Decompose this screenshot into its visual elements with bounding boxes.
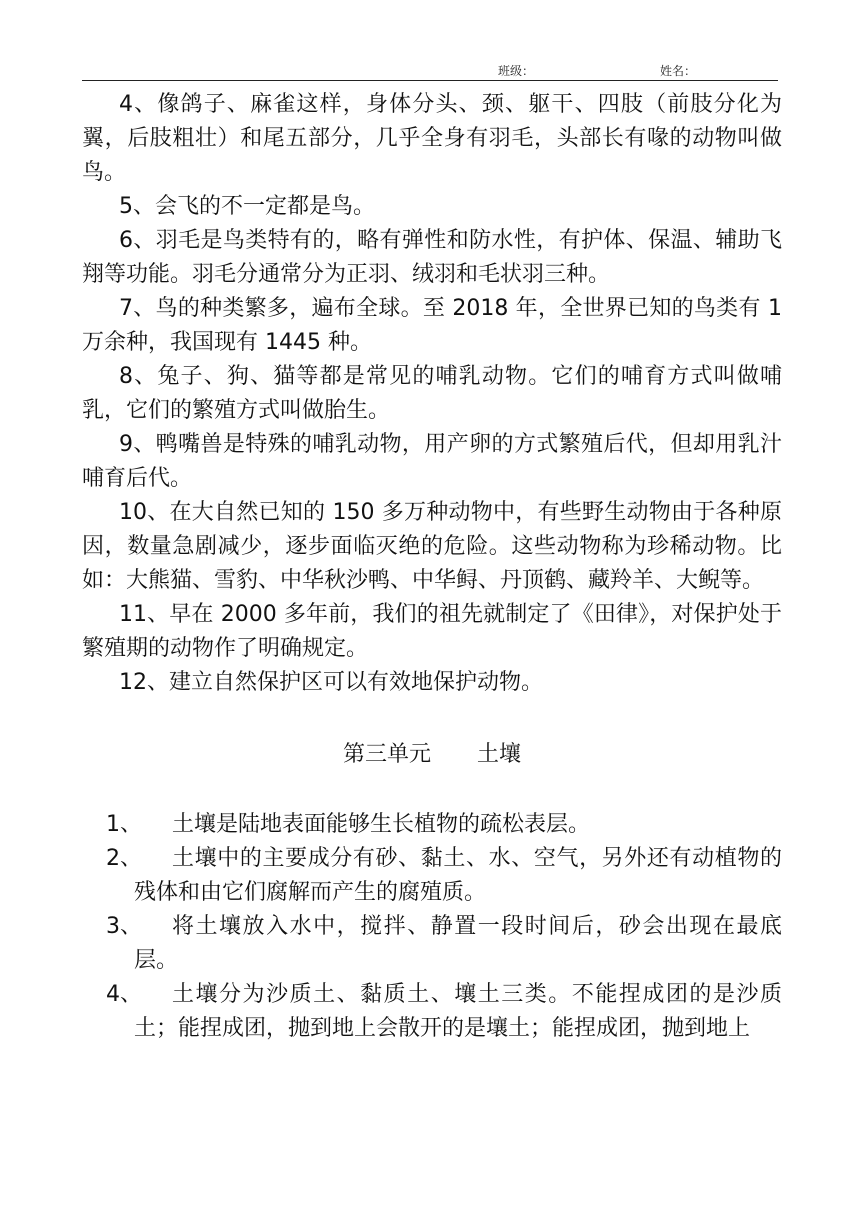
list-item-text: 土壤中的主要成分有砂、黏土、水、空气，另外还有动植物的残体和由它们腐解而产生的腐殖质。 [134,846,782,905]
list-item-text: 土壤分为沙质土、黏质土、壤土三类。不能捏成团的是沙质土；能捏成团，抛到地上会散开的是壤土；能捏成团，抛到地上 [134,982,782,1041]
section-heading [82,738,782,772]
paragraph-5: 5、会飞的不一定都是鸟。 [119,194,375,219]
paragraph-12: 12、建立自然保护区可以有效地保护动物。 [119,670,543,695]
page-header [82,60,778,81]
paragraph-10: 10、在大自然已知的 150 多万种动物中，有些野生动物由于各种原因，数量急剧减少，逐步面临灭绝的危险。这些动物称为珍稀动物。比如：大熊猫、雪豹、中华秋沙鸭、中华鲟、丹顶鹤、藏羚羊、大鲵等。 [82,500,782,593]
list-item-text: 土壤是陆地表面能够生长植物的疏松表层。 [172,812,591,837]
unit-label: 第三单元 [342,742,431,767]
list-item-number: 3、 [106,914,142,939]
list-item-number: 2、 [106,846,142,871]
paragraph-7: 7、鸟的种类繁多，遍布全球。至 2018 年，全世界已知的鸟类有 1 万余种，我国现有 1445 种。 [82,296,782,355]
list-item-number: 1、 [106,812,142,837]
list-item-number: 4、 [106,982,142,1007]
list-item [82,978,782,1046]
soil-facts-list [82,808,782,1046]
name-label: 姓名： [660,64,697,78]
paragraph-4: 4、像鸽子、麻雀这样，身体分头、颈、躯干、四肢（前肢分化为翼，后肢粗壮）和尾五部分，几乎全身有羽毛，头部长有喙的动物叫做鸟。 [82,92,782,185]
list-item [82,842,782,910]
list-item-text: 将土壤放入水中，搅拌、静置一段时间后，砂会出现在最底层。 [134,914,782,973]
paragraph-9: 9、鸭嘴兽是特殊的哺乳动物，用产卵的方式繁殖后代，但却用乳汁哺育后代。 [82,432,782,491]
unit-title: 土壤 [477,742,522,767]
paragraph-11: 11、早在 2000 多年前，我们的祖先就制定了《田律》，对保护处于繁殖期的动物作了明确规定。 [82,602,782,661]
list-item [82,808,782,842]
class-label: 班级： [498,64,535,78]
list-item [82,910,782,978]
document-body [82,88,782,1046]
paragraph-8: 8、兔子、狗、猫等都是常见的哺乳动物。它们的哺育方式叫做哺乳，它们的繁殖方式叫做胎生。 [82,364,782,423]
paragraph-6: 6、羽毛是鸟类特有的，略有弹性和防水性，有护体、保温、辅助飞翔等功能。羽毛分通常分为正羽、绒羽和毛状羽三种。 [82,228,782,287]
